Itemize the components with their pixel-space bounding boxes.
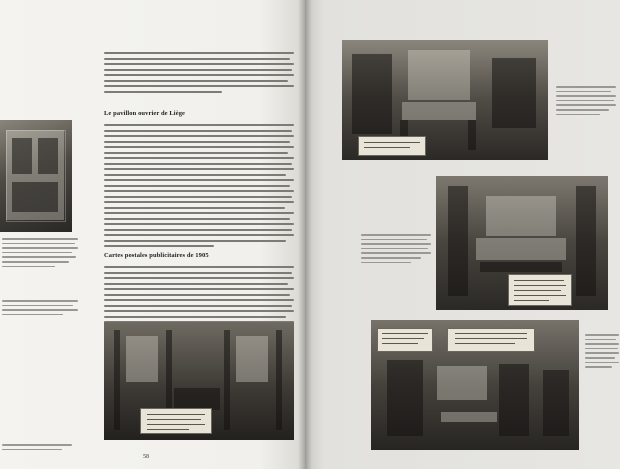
caption-fig-left-1 bbox=[2, 238, 78, 270]
photo-shop-interior bbox=[104, 322, 294, 440]
caption-fig-58 bbox=[556, 86, 616, 118]
photo-cabinet bbox=[0, 120, 72, 232]
caption-fig-left-2 bbox=[2, 300, 78, 318]
page-number: 58 bbox=[143, 454, 149, 460]
caption-fig-60 bbox=[585, 334, 619, 371]
caption-fig-59 bbox=[361, 234, 431, 266]
caption-footnote bbox=[2, 444, 72, 453]
photo-salon bbox=[371, 320, 579, 450]
left-page bbox=[0, 0, 305, 469]
intro-paragraph bbox=[104, 52, 294, 96]
pavillon-paragraph bbox=[104, 124, 294, 251]
section-heading-pavillon: Le pavillon ouvrier de Liège bbox=[104, 110, 186, 117]
book-gutter bbox=[298, 0, 312, 469]
photo-bedroom bbox=[436, 176, 608, 310]
photo-dining-room bbox=[342, 40, 548, 160]
right-page bbox=[305, 0, 620, 469]
section-heading-cartes: Cartes postales publicitaires de 1905 bbox=[104, 252, 209, 259]
